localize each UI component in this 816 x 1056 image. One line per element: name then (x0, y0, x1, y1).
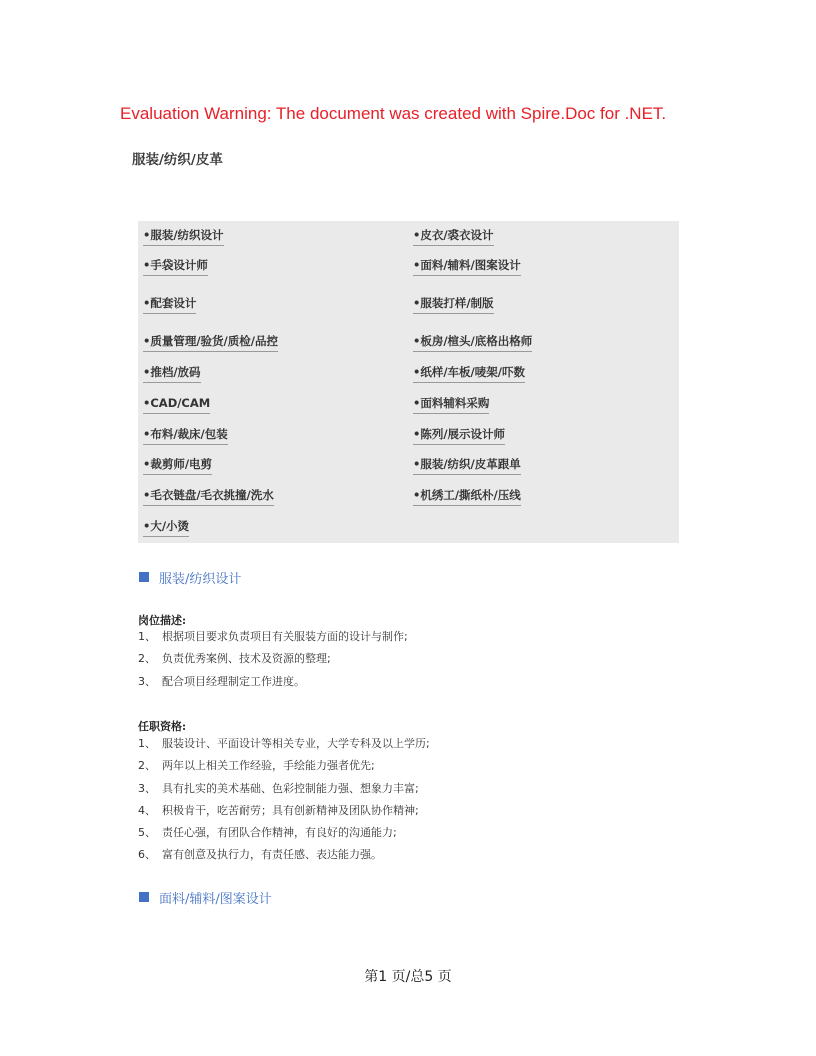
job-link[interactable]: •大/小烫 (143, 519, 189, 537)
item-number: 2、 (138, 759, 156, 773)
job-link[interactable]: •皮衣/裘衣设计 (413, 228, 494, 246)
job-description-label: 岗位描述: (138, 614, 187, 627)
job-link[interactable]: •纸样/车板/唛架/吓数 (413, 365, 525, 383)
job-link[interactable]: •面料/辅料/图案设计 (413, 258, 521, 276)
job-link[interactable]: •推档/放码 (143, 365, 201, 383)
job-link[interactable]: •面料辅料采购 (413, 396, 489, 414)
job-description-list (138, 626, 408, 693)
list-item (138, 648, 408, 670)
job-link[interactable]: •机绣工/撕纸朴/压线 (413, 488, 521, 506)
list-item (138, 844, 430, 866)
job-link[interactable]: •布料/裁床/包装 (143, 427, 228, 445)
section-title: 服装/纺织设计 (159, 571, 242, 587)
job-category-box (138, 221, 679, 543)
job-link[interactable]: •手袋设计师 (143, 258, 208, 276)
item-number: 4、 (138, 803, 156, 817)
qualifications-label: 任职资格: (138, 720, 187, 733)
item-text: 负责优秀案例、技术及资源的整理; (162, 652, 331, 666)
item-number: 3、 (138, 674, 156, 688)
job-link[interactable]: •板房/楦头/底格出格师 (413, 334, 532, 352)
item-number: 1、 (138, 630, 156, 643)
item-text: 责任心强，有团队合作精神，有良好的沟通能力; (162, 826, 397, 840)
item-text: 具有扎实的美术基础、色彩控制能力强、想象力丰富; (162, 781, 419, 795)
list-item (138, 778, 430, 800)
job-link[interactable]: •服装/纺织设计 (143, 228, 224, 246)
item-number: 5、 (138, 826, 156, 840)
job-link[interactable]: •质量管理/验货/质检/品控 (143, 334, 278, 352)
job-link[interactable]: •配套设计 (143, 296, 196, 314)
evaluation-warning: Evaluation Warning: The document was created with Spire.Doc for .NET. (120, 104, 667, 123)
job-link[interactable]: •CAD/CAM (143, 396, 210, 414)
list-item (138, 822, 430, 844)
job-link[interactable]: •毛衣链盘/毛衣挑撞/洗水 (143, 488, 274, 506)
section-title: 面料/辅料/图案设计 (159, 891, 272, 907)
list-item (138, 626, 408, 648)
item-number: 6、 (138, 848, 156, 862)
job-link[interactable]: •服装打样/制版 (413, 296, 494, 314)
job-link[interactable]: •裁剪师/电剪 (143, 457, 212, 475)
list-item (138, 755, 430, 777)
item-number: 2、 (138, 652, 156, 666)
page-footer: 第1 页/总5 页 (364, 969, 452, 985)
item-text: 根据项目要求负责项目有关服装方面的设计与制作; (162, 630, 408, 643)
job-link[interactable]: •陈列/展示设计师 (413, 427, 505, 445)
qualifications-list (138, 733, 430, 867)
item-text: 富有创意及执行力，有责任感、表达能力强。 (162, 848, 382, 862)
section-heading (139, 888, 272, 906)
list-item (138, 800, 430, 822)
square-bullet-icon (139, 892, 149, 902)
list-item (138, 671, 408, 693)
item-text: 配合项目经理制定工作进度。 (162, 674, 305, 688)
square-bullet-icon (139, 572, 149, 582)
item-text: 两年以上相关工作经验，手绘能力强者优先; (162, 759, 375, 773)
item-number: 3、 (138, 781, 156, 795)
item-number: 1、 (138, 737, 156, 750)
item-text: 服装设计、平面设计等相关专业，大学专科及以上学历; (162, 737, 430, 750)
item-text: 积极肯干，吃苦耐劳；具有创新精神及团队协作精神; (162, 803, 419, 817)
section-heading (139, 568, 241, 586)
page-title: 服装/纺织/皮革 (132, 152, 223, 168)
list-item (138, 733, 430, 755)
job-link[interactable]: •服装/纺织/皮革跟单 (413, 457, 521, 475)
